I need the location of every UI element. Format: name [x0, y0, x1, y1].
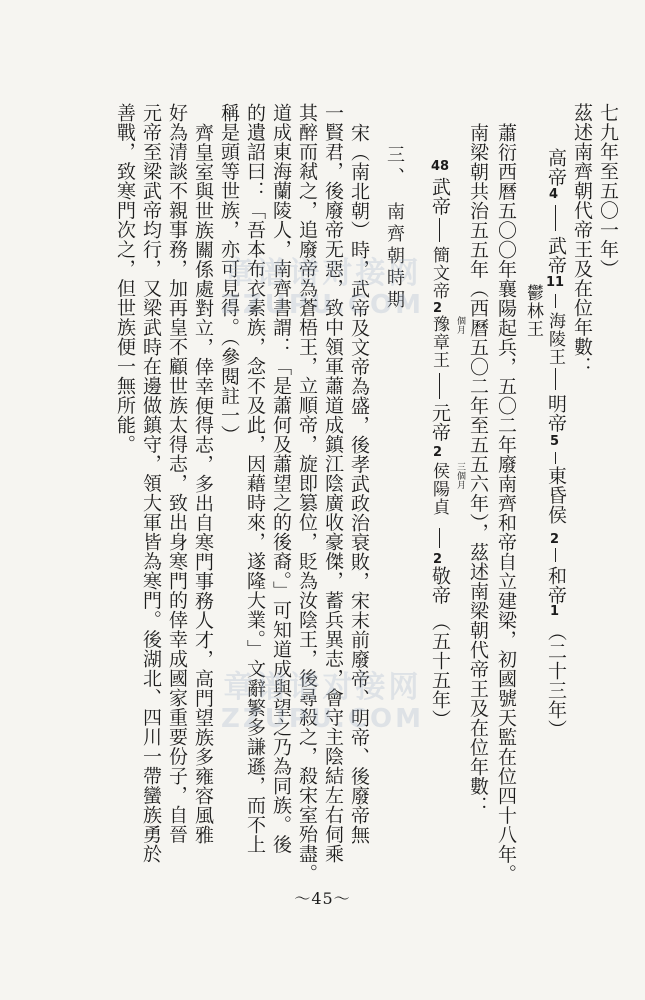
text-column-13: 的遺詔曰：「吾本布衣素族，念不及此，因藉時來，遂隆大業。」文辭繁多謙遜，而不上 [244, 103, 266, 854]
lineage-connector [555, 548, 556, 562]
lineage-connector [555, 205, 556, 231]
text-column-12: 道成東海蘭陵人，南齊書謂：「是蕭何及蕭望之的後裔。」可知道成與望之乃為同族。後 [270, 103, 292, 854]
text-column-10: 一賢君，後廢帝无惡，致中領軍蕭道成鎮江陰廣收豪傑，蓄兵異志，會守主陰結左右伺乘 [322, 103, 344, 864]
reign-years-liang-wudi: 48 [431, 159, 450, 174]
lineage-qi-gaodi: 高帝 [545, 148, 567, 187]
lineage-liang-jianwendi: 簡文帝 [429, 246, 449, 300]
lineage-qi-wudi: 武帝 [545, 236, 567, 275]
section-heading: 三、 南齊朝時期 [384, 145, 405, 312]
reign-years-hedi: 1 [550, 604, 560, 619]
watermark-text: 章谱谱对接网 [223, 670, 422, 705]
duration-note-houyang: 三個月 [455, 462, 465, 489]
lineage-connector [439, 528, 440, 548]
text-column-9: 宋（南北朝）時，武帝及文帝為盛，後孝武政治衰敗，宋末前廢帝、明帝、後廢帝無 [348, 123, 370, 845]
reign-years-gaodi: 4 [549, 187, 559, 202]
text-column-11: 其醉而弒之，追廢帝為蒼梧王，立順帝，旋即篡位，貶為汝陰王，後尋殺之，殺宋室殆盡。 [296, 103, 318, 883]
lineage-connector [555, 294, 556, 308]
reign-years-donghunhou: 2 [550, 532, 560, 547]
lineage-qi-hedi: 和帝 [545, 566, 567, 605]
lineage-liang-wudi: 武帝 [429, 177, 451, 216]
lineage-qi-hailingwang: 海陵王 [545, 312, 565, 366]
lineage-connector [555, 452, 556, 464]
lineage-connector [439, 373, 440, 399]
text-column-6: 南梁朝共治五五年（西曆五〇二年至五五六年），茲述南梁朝代帝王及在位年數： [467, 123, 489, 816]
lineage-liang-yuzhangwang: 豫章王 [429, 315, 449, 369]
reign-years-yuandi: 2 [433, 445, 443, 460]
lineage-qi-mingdi: 明帝 [545, 394, 567, 433]
text-column-5: 蕭衍西曆五〇〇年襄陽起兵，五〇二年廢南齊和帝自立建梁，初國號天監在位四十八年。 [495, 123, 517, 884]
lineage-connector [555, 368, 556, 390]
text-column-15: 齊皇室與世族關係處對立，倖幸便得志，多出自寒門事務人才，高門望族多雍容風雅 [192, 123, 214, 845]
lineage-qi-yulinwang: 鬱林王 [523, 284, 543, 338]
reign-years-wudi: 11 [546, 275, 565, 290]
text-column-1: 七九年至五〇一年） [597, 103, 619, 279]
lineage-liang-yuandi: 元帝 [429, 403, 451, 442]
text-column-18: 善戰，致寒門次之，但世族便一無所能。 [114, 103, 136, 454]
watermark-url: ZZUPU.COM [221, 704, 424, 734]
lineage-liang-jingdi: 敬帝 [429, 566, 451, 605]
text-column-17: 元帝至梁武帝均行，又梁武時在邊做鎮守，領大軍皆為寒門。後湖北、四川一帶蠻族勇於 [140, 103, 162, 864]
reign-years-jingdi: 2 [433, 552, 443, 567]
total-years-liang: （五十五年） [429, 612, 451, 729]
reign-years-jianwendi: 2 [433, 301, 443, 316]
reign-years-mingdi: 5 [550, 434, 560, 449]
page-number: ～45～ [294, 889, 351, 908]
lineage-liang-houyangzhen: 侯陽貞 [429, 462, 449, 516]
lineage-qi-donghunhou: 東昏侯 [545, 466, 567, 525]
duration-note-yuzhang: 個月 [455, 316, 465, 334]
total-years-qi: （二十三年） [545, 622, 567, 739]
lineage-connector [439, 218, 440, 242]
watermark-text: 章谱谱对接网 [223, 256, 422, 291]
text-column-14: 稱是頭等世族，亦可見得。（參閱註一） [218, 103, 240, 445]
watermark-url: ZZUPU.COM [221, 290, 424, 320]
text-column-16: 好為清談不親事務，加再皇不顧世族太得志，致出身寒門的倖幸成國家重要份子，自晉 [166, 103, 188, 844]
text-column-2: 茲述南齊朝代帝王及在位年數： [571, 103, 593, 376]
